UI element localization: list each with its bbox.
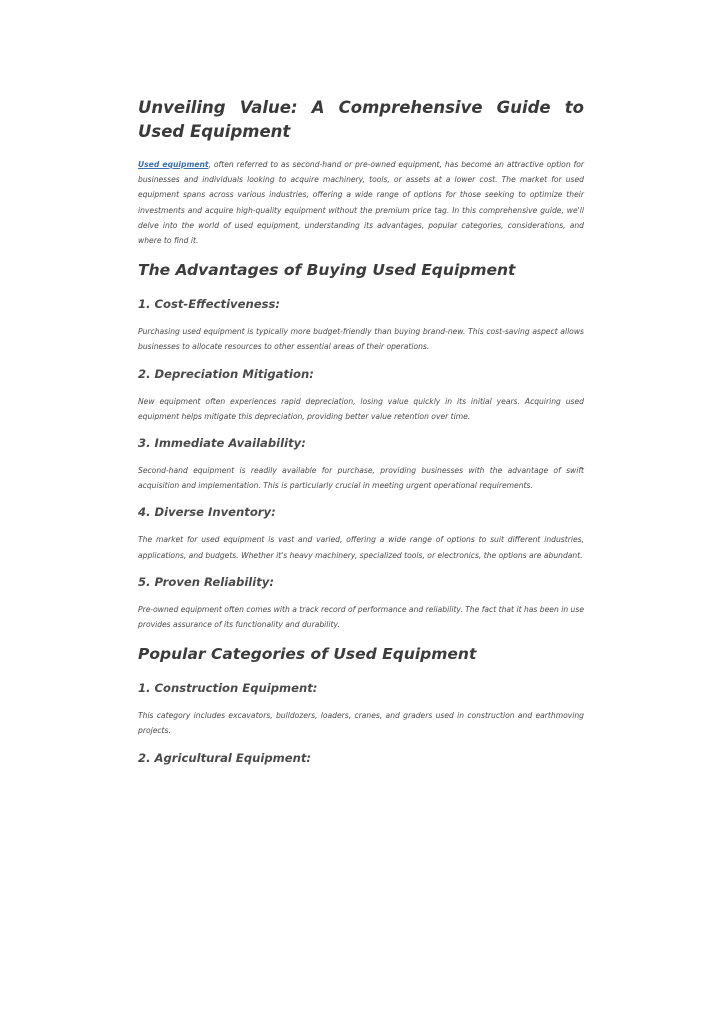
advantage-4-text: The market for used equipment is vast and varied, offering a wide range of options to suit different industries, applications, and budgets. Whether it's heavy machinery, specialized tools, or electronics, the options are abundant. [138,535,584,560]
advantage-3-title: 3. Immediate Availability: [138,436,306,451]
page-title: Unveiling Value: A Comprehensive Guide to Used Equipment [138,98,584,141]
advantage-1-title: 1. Cost-Effectiveness: [138,297,281,312]
intro-paragraph [138,157,584,248]
categories-heading: Popular Categories of Used Equipment [138,645,477,664]
category-2-title: 2. Agricultural Equipment: [138,750,312,765]
advantage-5-text: Pre-owned equipment often comes with a track record of performance and reliability. The fact that it has been in use provides assurance of its functionality and durability. [138,604,584,630]
used-equipment-link[interactable]: Used equipment [138,160,209,169]
advantage-2-title: 2. Depreciation Mitigation: [138,366,314,381]
advantage-3-text: Second-hand equipment is readily available for purchase, providing businesses with the advantage of swift acquisition and implementation. This is particularly crucial in meeting urgent operational requirements. [138,466,584,491]
advantage-1-text: Purchasing used equipment is typically more budget-friendly than buying brand-new. This cost-saving aspect allows businesses to allocate resources to other essential areas of their operations. [138,327,584,352]
advantage-2-text: New equipment often experiences rapid depreciation, losing value quickly in its initial years. Acquiring used equipment helps mitigate this depreciation, providing better value retention over time. [138,396,584,421]
document-page [138,96,584,766]
intro-text: , often referred to as second-hand or pre-owned equipment, has become an attractive option for businesses and individuals looking to acquire machinery, tools, or assets at a lower cost. The market for used equipment spans across various industries, offering a wide range of options for those seeking to optimize their investments and acquire high-quality equipment without the premium price tag. In this comprehensive guide, we'll delve into the world of used equipment, understanding its advantages, popular categories, considerations, and where to find it. [138,160,584,246]
advantage-4-title: 4. Diverse Inventory: [138,505,276,520]
category-1-text: This category includes excavators, bulldozers, loaders, cranes, and graders used in construction and earthmoving projects. [138,711,584,736]
advantage-5-title: 5. Proven Reliability: [138,574,274,589]
category-1-title: 1. Construction Equipment: [138,681,318,696]
advantages-heading: The Advantages of Buying Used Equipment [138,261,516,280]
